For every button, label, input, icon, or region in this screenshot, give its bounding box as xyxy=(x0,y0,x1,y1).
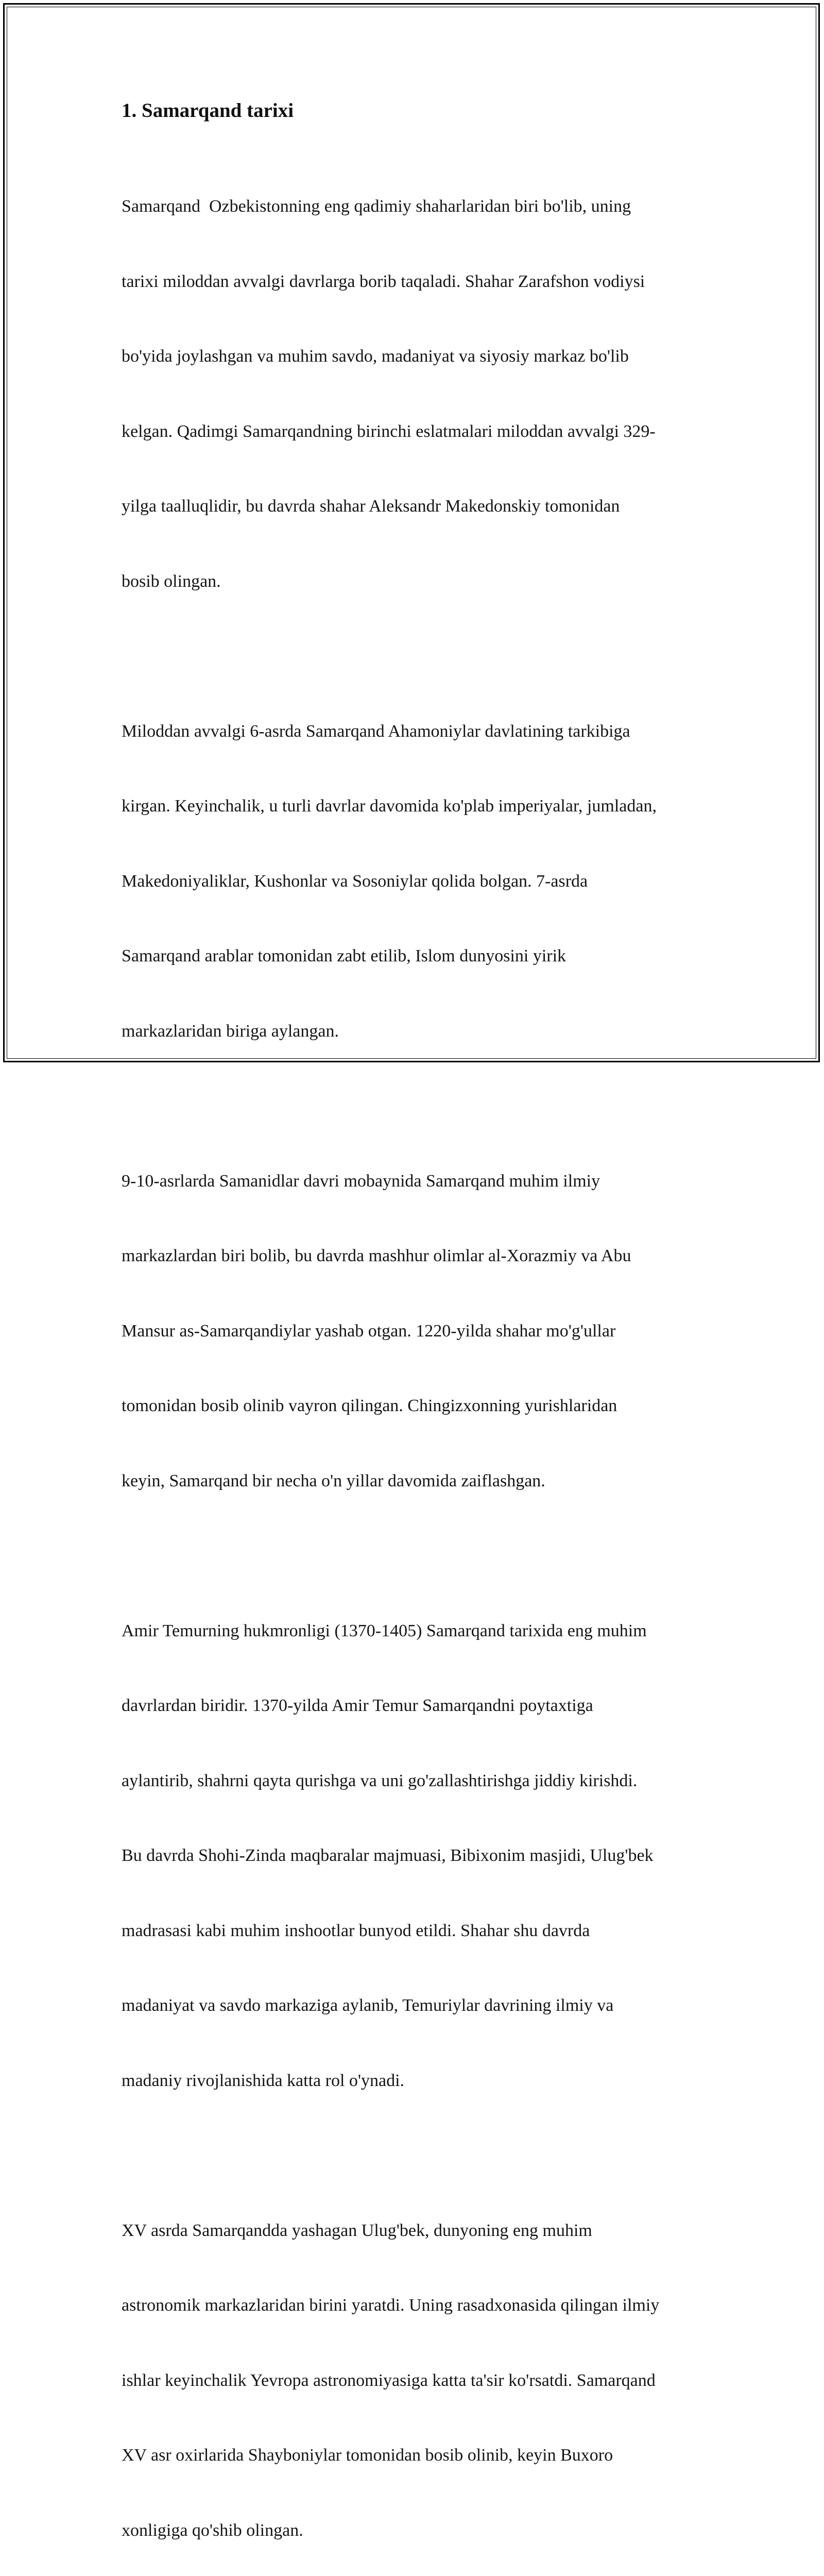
paragraph-line: XV asrda Samarqandda yashagan Ulug'bek, dunyoning eng muhim xyxy=(122,2218,709,2244)
paragraph-line: bo'yida joylashgan va muhim savdo, madaniyat va siyosiy markaz bo'lib xyxy=(122,344,709,369)
paragraph-line: Samarqand arablar tomonidan zabt etilib, Islom dunyosini yirik xyxy=(122,944,709,969)
paragraph-line: ishlar keyinchalik Yevropa astronomiyasiga katta ta'sir ko'rsatdi. Samarqand xyxy=(122,2368,709,2394)
paragraph-line: madaniyat va savdo markaziga aylanib, Temuriylar davrining ilmiy va xyxy=(122,1993,709,2019)
paragraph-line: xonligiga qo'shib olingan. xyxy=(122,2518,709,2544)
paragraph-line: aylantirib, shahrni qayta qurishga va uni go'zallashtirishga jiddiy kirishdi. xyxy=(122,1769,709,1794)
paragraph-2 xyxy=(122,669,709,1094)
paragraph-1 xyxy=(122,144,709,644)
document-body xyxy=(122,93,709,2576)
paragraph-line: 9-10-asrlarda Samanidlar davri mobaynida Samarqand muhim ilmiy xyxy=(122,1169,709,1194)
paragraph-line: kelgan. Qadimgi Samarqandning birinchi eslatmalari miloddan avvalgi 329- xyxy=(122,419,709,445)
paragraph-line: davrlardan biridir. 1370-yilda Amir Temur Samarqandni poytaxtiga xyxy=(122,1693,709,1719)
paragraph-line: Mansur as-Samarqandiylar yashab otgan. 1220-yilda shahar mo'g'ullar xyxy=(122,1319,709,1344)
section-title: 1. Samarqand tarixi xyxy=(122,93,709,129)
paragraph-5 xyxy=(122,2168,709,2576)
paragraph-line: Makedoniyaliklar, Kushonlar va Sosoniylar qolida bolgan. 7-asrda xyxy=(122,869,709,894)
paragraph-line: Amir Temurning hukmronligi (1370-1405) Samarqand tarixida eng muhim xyxy=(122,1619,709,1644)
paragraph-line: Bu davrda Shohi-Zinda maqbaralar majmuasi, Bibixonim masjidi, Ulug'bek xyxy=(122,1843,709,1869)
paragraph-line: markazlardan biri bolib, bu davrda mashhur olimlar al-Xorazmiy va Abu xyxy=(122,1244,709,1269)
paragraph-line: madaniy rivojlanishida katta rol o'ynadi. xyxy=(122,2069,709,2094)
paragraph-line: XV asr oxirlarida Shayboniylar tomonidan bosib olinib, keyin Buxoro xyxy=(122,2443,709,2468)
paragraph-line: astronomik markazlaridan birini yaratdi. Uning rasadxonasida qilingan ilmiy xyxy=(122,2293,709,2318)
paragraph-4 xyxy=(122,1569,709,2144)
paragraph-line: keyin, Samarqand bir necha o'n yillar davomida zaiflashgan. xyxy=(122,1469,709,1494)
paragraph-line: Samarqand Ozbekistonning eng qadimiy shaharlaridan biri bo'lib, uning xyxy=(122,194,709,219)
paragraph-line: tarixi miloddan avvalgi davrlarga borib taqaladi. Shahar Zarafshon vodiysi xyxy=(122,269,709,295)
paragraph-line: yilga taalluqlidir, bu davrda shahar Aleksandr Makedonskiy tomonidan xyxy=(122,494,709,519)
paragraph-line: Miloddan avvalgi 6-asrda Samarqand Ahamoniylar davlatining tarkibiga xyxy=(122,719,709,744)
paragraph-line: madrasasi kabi muhim inshootlar bunyod etildi. Shahar shu davrda xyxy=(122,1919,709,1944)
paragraph-3 xyxy=(122,1119,709,1544)
paragraph-line: kirgan. Keyinchalik, u turli davrlar davomida ko'plab imperiyalar, jumladan, xyxy=(122,794,709,819)
paragraph-line: markazlaridan biriga aylangan. xyxy=(122,1019,709,1044)
paragraph-line: bosib olingan. xyxy=(122,569,709,595)
paragraph-line: tomonidan bosib olinib vayron qilingan. Chingizxonning yurishlaridan xyxy=(122,1394,709,1419)
